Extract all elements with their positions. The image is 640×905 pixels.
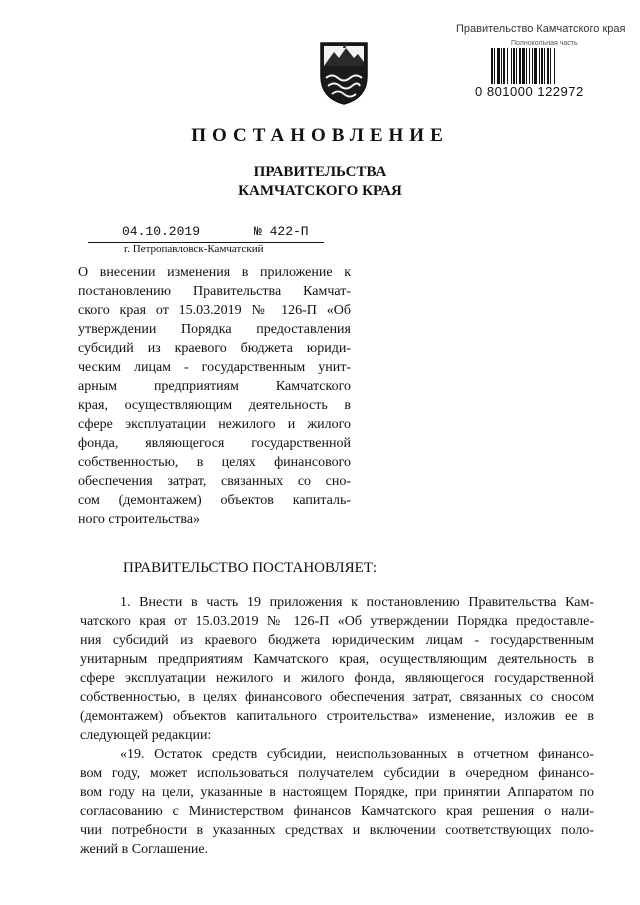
barcode-bar — [539, 48, 540, 84]
body-line: жений в Соглашение. — [80, 842, 209, 857]
barcode-bar — [507, 48, 508, 84]
body-line: следующей редакции: — [80, 728, 212, 743]
barcode-bar — [534, 48, 537, 84]
barcode-bar — [516, 48, 517, 84]
subject-line: О внесении изменения в приложение к — [78, 265, 351, 280]
subject-line: ного строительства» — [78, 512, 201, 527]
body-line: унитарным предприятиям Камчатского края, осуществляющим деятельность в — [80, 652, 594, 667]
barcode-bar — [491, 48, 493, 84]
subject-line: субсидий из краевого бюджета юриди- — [78, 341, 351, 356]
barcode-bar — [497, 48, 500, 84]
issuer-line-2: КАМЧАТСКОГО КРАЯ — [238, 183, 402, 199]
registry-stamp-part-label: Полнокольная часть — [511, 40, 578, 47]
subject-line: собственностью, в целях финансового — [78, 455, 351, 470]
document-body — [80, 593, 594, 859]
barcode-bar — [519, 48, 521, 84]
body-line: чатского края от 15.03.2019 № 126-П «Об утверждении Порядка предоставле- — [80, 614, 594, 629]
document-number: № 422-П — [254, 224, 309, 239]
body-line: (демонтажем) объектов капитального строительства» изменение, изложив ее в — [80, 709, 594, 724]
barcode-bar — [503, 48, 505, 84]
barcode-bar — [513, 48, 515, 84]
subject-line: ческим лицам - государственным унит- — [78, 360, 351, 375]
body-line: чии потребности в указанных средствах и включении соответствующих поло- — [80, 823, 594, 838]
barcode-bar — [541, 48, 543, 84]
body-line: вом году на цели, указанные в настоящем Порядке, при принятии Аппаратом по — [80, 785, 594, 800]
body-line: 1. Внести в часть 19 приложения к постановлению Правительства Кам- — [120, 595, 594, 610]
document-issuer — [0, 163, 640, 201]
subject-line: ского края от 15.03.2019 № 126-П «Об — [78, 303, 351, 318]
subject-line: сфере эксплуатации нежилого и жилого — [78, 417, 351, 432]
subject-line: сом (демонтажем) объектов капиталь- — [78, 493, 351, 508]
document-subject — [78, 263, 351, 529]
barcode-bar — [544, 48, 545, 84]
kamchatka-coat-of-arms-icon — [318, 40, 370, 106]
body-line: сфере эксплуатации нежилого и жилого фонда, являющегося государственной — [80, 671, 594, 686]
barcode-bar — [501, 48, 502, 84]
barcode-bar — [526, 48, 527, 84]
barcode-number: 0 801000 122972 — [475, 84, 584, 99]
body-line: вом году, может использоваться получателем субсидии в очередном финансо- — [80, 766, 594, 781]
registry-stamp-organization: Правительство Камчатского края — [456, 23, 626, 35]
barcode-bar — [532, 48, 533, 84]
barcode-bar — [511, 48, 512, 84]
body-line: ния субсидий из краевого бюджета юридическим лицам - государственным — [80, 633, 594, 648]
body-line: «19. Остаток средств субсидии, неиспользованных в отчетном финансо- — [120, 747, 594, 762]
document-date: 04.10.2019 — [122, 224, 201, 239]
barcode-bar — [550, 48, 551, 84]
barcode-bar — [554, 48, 555, 84]
subject-line: утверждении Порядка предоставления — [78, 322, 351, 337]
barcode-bar — [494, 48, 495, 84]
issuer-line-1: ПРАВИТЕЛЬСТВА — [253, 164, 387, 180]
subject-line: арным предприятиям Камчатского — [78, 379, 351, 394]
subject-line: фонда, являющегося государственной — [78, 436, 351, 451]
barcode-icon — [491, 48, 583, 84]
subject-line: обеспечения затрат, связанных со сно- — [78, 474, 351, 489]
barcode-bar — [547, 48, 549, 84]
document-city: г. Петропавловск-Камчатский — [124, 243, 264, 255]
barcode-bar — [529, 48, 530, 84]
body-line: согласованию с Министерством финансов Камчатского края решения о нали- — [80, 804, 594, 819]
subject-line: постановлению Правительства Камчат- — [78, 284, 351, 299]
document-title: ПОСТАНОВЛЕНИЕ — [191, 125, 449, 146]
body-line: собственностью, в целях финансового обеспечения затрат, связанных со сносом — [80, 690, 594, 705]
barcode-bar — [522, 48, 525, 84]
subject-line: края, осуществляющим деятельность в — [78, 398, 351, 413]
decree-heading: ПРАВИТЕЛЬСТВО ПОСТАНОВЛЯЕТ: — [123, 560, 378, 576]
